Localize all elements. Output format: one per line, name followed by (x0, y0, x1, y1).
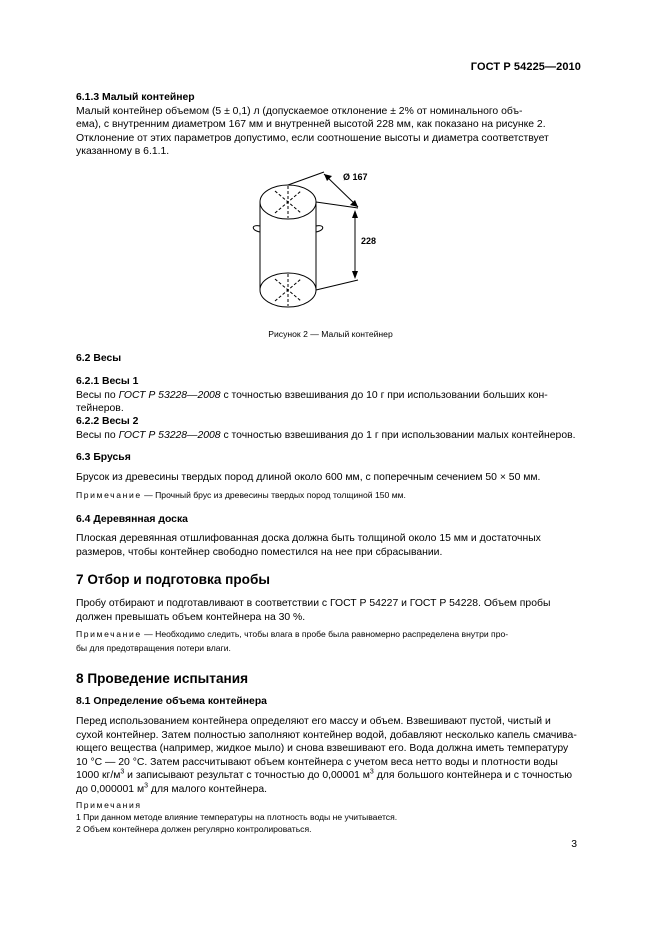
section-6-2-2 (76, 415, 581, 442)
s81-line5a: 1000 кг/м (76, 770, 121, 782)
s81-sup3: 3 (144, 782, 149, 790)
s81-line6b: для малого контейнера. (148, 783, 268, 795)
figure-caption: Рисунок 2 — Малый контейнер (268, 329, 393, 339)
section-7-title: 7 Отбор и подготовка пробы (76, 572, 270, 587)
height-label: 228 (361, 236, 377, 246)
section-8-1 (76, 695, 581, 709)
section-7-text (76, 597, 581, 624)
section-6-3-text (76, 471, 581, 485)
s64-line1: Плоская деревянная отшлифованная доска должна быть толщиной около 15 мм и достаточных (76, 533, 541, 544)
section-6-2-title: 6.2 Весы (76, 353, 122, 364)
section-8-title: 8 Проведение испытания (76, 671, 248, 686)
s81-line5 (76, 769, 581, 783)
section-6-2-1-title: 6.2.1 Весы 1 (76, 376, 139, 387)
section-6-3 (76, 451, 581, 465)
s81-line5b: и записывают результат с точностью до 0,00001 м (124, 770, 370, 782)
s613-line4: указанному в 6.1.1. (76, 146, 170, 158)
section-6-3-title: 6.3 Брусья (76, 452, 131, 463)
small-container-figure (230, 166, 400, 316)
s63-note-text: — Прочный брус из древесины твердых пород толщиной 150 мм. (141, 490, 406, 500)
s622-pre: Весы по (76, 429, 119, 441)
s7-line1: Пробу отбирают и подготавливают в соответствии с ГОСТ Р 54227 и ГОСТ Р 54228. Объем пробы (76, 598, 551, 609)
right-handle (316, 226, 323, 232)
s63-text: Брусок из древесины твердых пород длиной около 600 мм, с поперечным сечением 50 × 50 мм. (76, 472, 541, 483)
section-6-4-title: 6.4 Деревянная доска (76, 514, 188, 525)
s81-line3: ющего вещества (например, жидкое мыло) и снова взвешивают его. Вода должна иметь температуру (76, 743, 569, 755)
section-7-note (76, 628, 581, 655)
s81-line4: 10 °С — 20 °С. Затем рассчитывают объем контейнера с учетом веса нетто воды и плотности воды (76, 756, 558, 768)
s7-note-line2: бы для предотвращения потери влаги. (76, 642, 231, 653)
s7-note-label: Примечание (76, 629, 142, 639)
s64-line2: размеров, чтобы контейнер свободно поместился на нее при сбрасывании. (76, 546, 443, 558)
s621-line1 (76, 389, 581, 403)
left-handle (253, 226, 260, 232)
section-8-1-title: 8.1 Определение объема контейнера (76, 696, 267, 707)
s81-sup1: 3 (120, 768, 125, 776)
s81-line6 (76, 783, 581, 797)
s621-line2: тейнеров. (76, 403, 124, 415)
section-8-1-text (76, 715, 581, 797)
s622-line1 (76, 429, 581, 443)
section-6-2-1 (76, 375, 581, 416)
s81-notes-label: Примечания (76, 800, 142, 810)
page-number: 3 (571, 839, 577, 850)
diameter-label: Ø 167 (343, 172, 368, 182)
s613-line1: Малый контейнер объемом (5 ± 0,1) л (допускаемое отклонение ± 2% от номинального объ- (76, 105, 523, 117)
s613-line2: ема), с внутренним диаметром 167 мм и внутренней высотой 228 мм, как показано на рисунке 2. (76, 119, 546, 131)
s621-post: с точностью взвешивания до 10 г при использовании больших кон- (220, 389, 548, 401)
s621-standard-ref: ГОСТ Р 53228—2008 (118, 389, 221, 401)
section-6-2-2-title: 6.2.2 Весы 2 (76, 416, 139, 427)
s81-sup2: 3 (369, 768, 374, 776)
s81-line5c: для большого контейнера и с точностью (373, 770, 573, 782)
section-6-4-text (76, 532, 581, 559)
section-6-2 (76, 352, 581, 366)
s81-line2: сухой контейнер. Затем полностью заполняют контейнер водой, добавляют несколько капель смачива- (76, 729, 577, 741)
s81-note1: 1 При данном методе влияние температуры на плотность воды не учитывается. (76, 812, 398, 823)
section-8-1-notes (76, 799, 581, 836)
s81-line1: Перед использованием контейнера определяют его массу и объем. Взвешивают пустой, чистый и (76, 716, 551, 727)
section-6-4 (76, 513, 581, 527)
s81-line6a: до 0,000001 м (76, 783, 145, 795)
section-6-1-3 (76, 91, 581, 159)
document-header: ГОСТ Р 54225—2010 (470, 61, 581, 73)
s613-line3: Отклонение от этих параметров допустимо, если соотношение высоты и диаметра соответствует (76, 132, 549, 144)
s621-pre: Весы по (76, 389, 119, 401)
s622-post: с точностью взвешивания до 1 г при использовании малых контейнеров. (220, 429, 576, 441)
section-6-1-3-title: 6.1.3 Малый контейнер (76, 92, 195, 103)
s63-note-label: Примечание (76, 490, 142, 500)
s7-line2: должен превышать объем контейнера на 30 %. (76, 611, 306, 623)
s81-note2: 2 Объем контейнера должен регулярно контролироваться. (76, 824, 312, 835)
section-6-3-note (76, 489, 581, 503)
s622-standard-ref: ГОСТ Р 53228—2008 (118, 429, 221, 441)
s7-note-line1: — Необходимо следить, чтобы влага в пробе была равномерно распределена внутри про- (141, 629, 509, 639)
